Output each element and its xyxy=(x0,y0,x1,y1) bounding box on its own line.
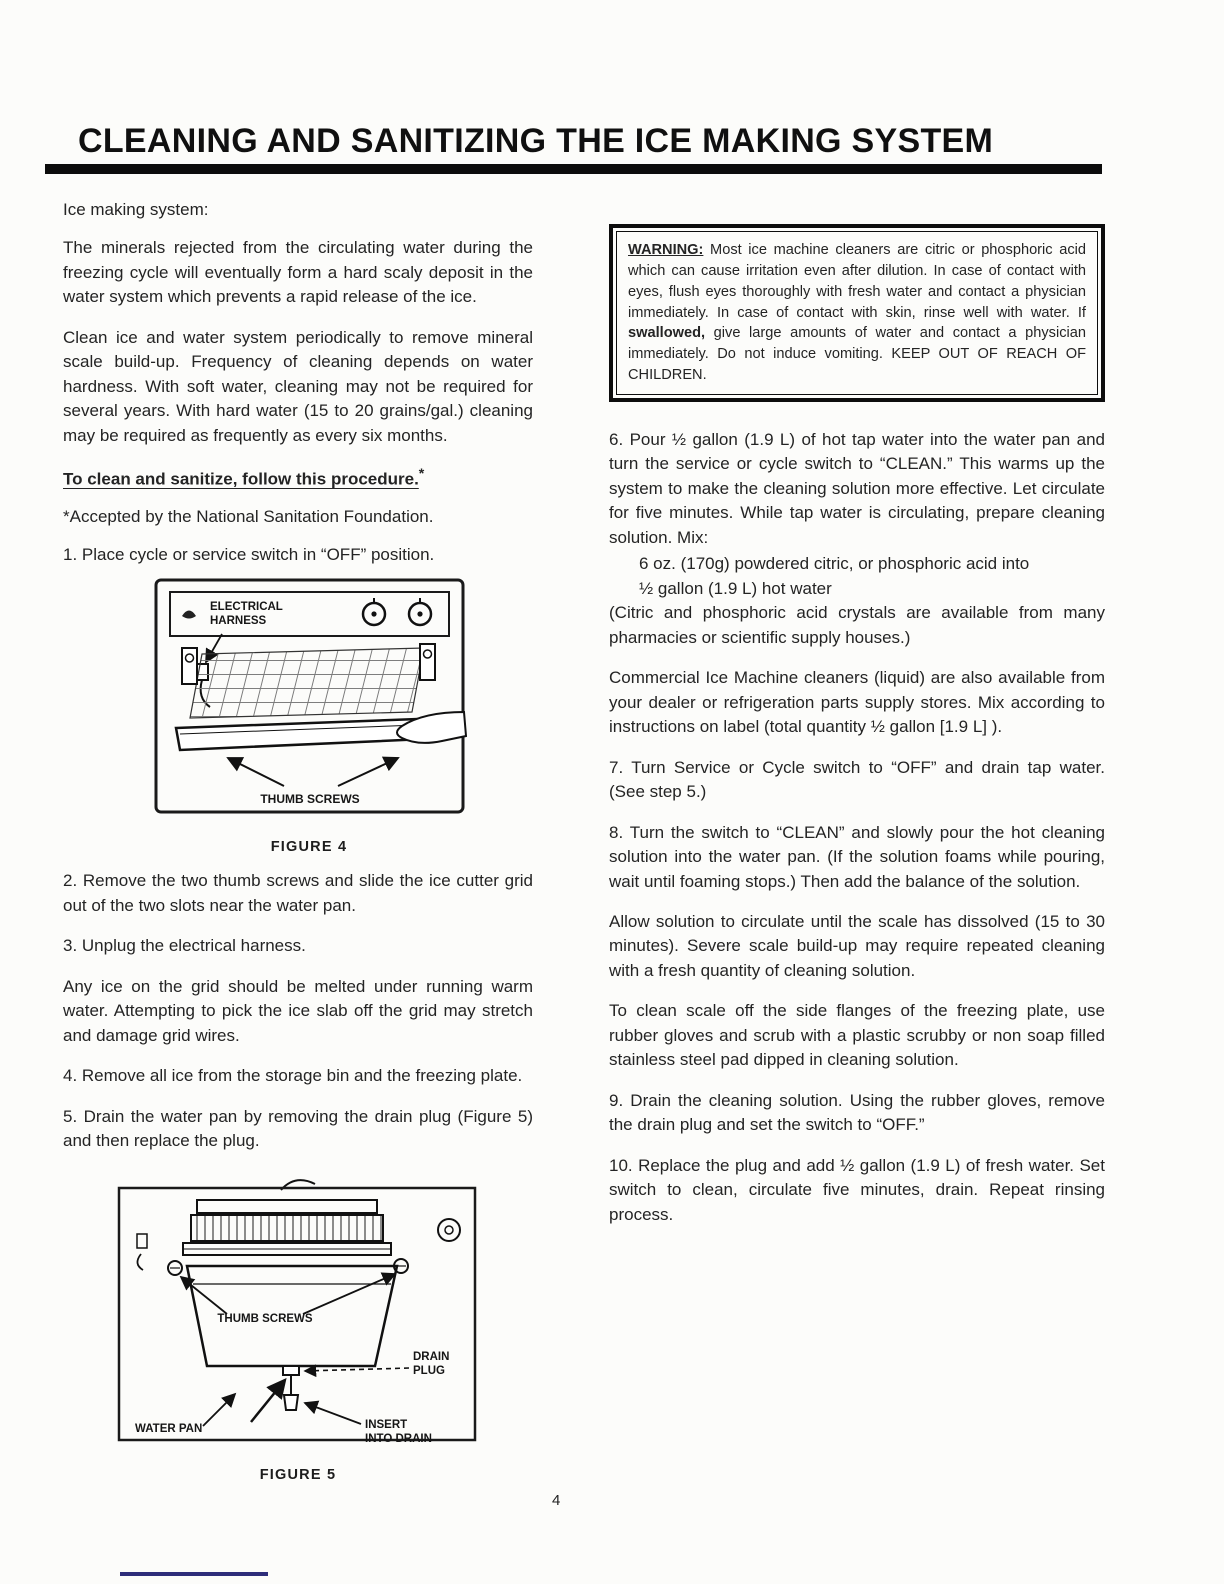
figure-4-drawing xyxy=(152,576,467,828)
step-1: 1. Place cycle or service switch in “OFF” position. xyxy=(63,544,435,564)
procedure-asterisk: * xyxy=(418,466,425,483)
thumb-screws-label: THUMB SCREWS xyxy=(259,792,360,807)
water-pan-label: WATER PAN xyxy=(135,1422,203,1435)
hand-illustration xyxy=(397,712,466,743)
note-ice: Any ice on the grid should be melted under running warm water. Attempting to pick the ice slab off the grid may stretch and damage grid wires. xyxy=(63,976,533,1045)
step-3: 3. Unplug the electrical harness. xyxy=(63,936,306,956)
warning-bold-word: swallowed, xyxy=(628,325,706,342)
step-9: 9. Drain the cleaning solution. Using the rubber gloves, remove the drain plug and set the switch to “OFF.” xyxy=(609,1090,1105,1135)
mix-line-1: 6 oz. (170g) powdered citric, or phosphoric acid into xyxy=(639,554,1030,574)
step-8: 8. Turn the switch to “CLEAN” and slowly pour the hot cleaning solution into the water pan. (If the solution foams while pouring, wait until foaming stops.) Then add the balance of the solution. xyxy=(609,822,1105,891)
electrical-harness-label-line1: ELECTRICAL xyxy=(209,601,283,614)
step-7: 7. Turn Service or Cycle switch to “OFF” and drain tap water. (See step 5.) xyxy=(609,757,1105,802)
mix-note: (Citric and phosphoric acid crystals are available from many pharmacies or scientific supply houses.) xyxy=(609,603,1105,647)
page-title: CLEANING AND SANITIZING THE ICE MAKING SYSTEM xyxy=(78,121,994,160)
step-4: 4. Remove all ice from the storage bin and the freezing plate. xyxy=(63,1066,523,1086)
drain-plug-label-line2: PLUG xyxy=(413,1364,445,1377)
warning-label: WARNING: xyxy=(628,242,704,258)
service-knob-icon xyxy=(409,598,431,625)
title-rule xyxy=(45,164,1102,174)
figure-5-caption: FIGURE 5 xyxy=(259,1466,337,1483)
mix-line-2: ½ gallon (1.9 L) hot water xyxy=(639,578,832,598)
page-number: 4 xyxy=(552,1492,561,1509)
warning-body-2: give large amounts of water and contact a physician immediately. Do not induce vomiting. KEEP OUT OF REACH OF CHILDREN. xyxy=(628,325,1086,384)
step-6: 6. Pour ½ gallon (1.9 L) of hot tap water into the water pan and turn the service or cycle switch to “CLEAN.” This warms up the system to make the cleaning solution more effective. Let circulate for five minutes. While tap water is circulating, prepare cleaning solution. Mix: xyxy=(609,430,1105,547)
insert-into-drain-label-line1: INSERT xyxy=(365,1418,408,1431)
insert-into-drain-label-line2: INTO DRAIN xyxy=(365,1432,432,1445)
ice-cutter-grid xyxy=(190,648,424,718)
step-2: 2. Remove the two thumb screws and slide the ice cutter grid out of the two slots near the water pan. xyxy=(63,871,533,915)
left-column xyxy=(63,198,533,1497)
drain-plug-illustration xyxy=(283,1366,299,1375)
footnote: *Accepted by the National Sanitation Foundation. xyxy=(63,507,434,527)
figure-4-caption: FIGURE 4 xyxy=(270,839,348,856)
para-minerals: The minerals rejected from the circulating water during the freezing cycle will eventually form a hard scaly deposit in the water system which prevents a rapid release of the ice. xyxy=(63,238,533,307)
right-column xyxy=(609,198,1105,1243)
wall-fitting xyxy=(438,1219,460,1241)
para-clean: Clean ice and water system periodically to remove mineral scale build-up. Frequency of cleaning depends on water hardness. With soft water, cleaning may not be required for several years. With hard water (15 to 20 grains/gal.) cleaning may be required as frequently as every six months. xyxy=(63,327,533,445)
warning-box-inner xyxy=(616,231,1098,395)
figure-4 xyxy=(63,576,533,855)
procedure-heading xyxy=(63,464,533,492)
para-flanges: To clean scale off the side flanges of the freezing plate, use rubber gloves and scrub with a plastic scrubby or non soap filled stainless steel pad dipped in cleaning solution. xyxy=(609,1001,1105,1070)
drain-plug-label-line1: DRAIN xyxy=(413,1350,450,1363)
para-commercial: Commercial Ice Machine cleaners (liquid) are also available from your dealer or refrigeration parts supply stores. Mix according to instructions on label (total quantity ½ gallon [1.9 L] ). xyxy=(609,668,1105,737)
brand-bird-icon xyxy=(182,611,196,619)
para-allow: Allow solution to circulate until the scale has dissolved (15 to 30 minutes). Severe scale build-up may require repeated cleaning with a fresh quantity of cleaning solution. xyxy=(609,911,1105,980)
electrical-harness-label-line2: HARNESS xyxy=(209,615,266,628)
thumb-screws-label: THUMB SCREWS xyxy=(217,1312,313,1325)
figure-5-drawing xyxy=(113,1170,483,1456)
warning-body-1: Most ice machine cleaners are citric or phosphoric acid which can cause irritation even after dilution. In case of contact with eyes, flush eyes thoroughly with fresh water and contact a physician immediately. In case of contact with skin, rinse well with water. If xyxy=(628,242,1086,321)
grid-assembly xyxy=(191,1215,383,1241)
procedure-heading-text: To clean and sanitize, follow this procedure. xyxy=(63,469,419,489)
section-heading: Ice making system: xyxy=(63,200,209,219)
step-10: 10. Replace the plug and add ½ gallon (1.9 L) of fresh water. Set switch to clean, circulate five minutes, drain. Repeat rinsing process. xyxy=(609,1155,1105,1224)
figure-5 xyxy=(63,1170,533,1483)
content-columns xyxy=(63,198,1105,1497)
scan-artifact-line xyxy=(120,1572,268,1576)
step-5: 5. Drain the water pan by removing the drain plug (Figure 5) and then replace the plug. xyxy=(63,1106,533,1151)
warning-box xyxy=(609,224,1105,402)
warning-text xyxy=(628,240,1086,386)
cycle-knob-icon xyxy=(363,598,385,625)
